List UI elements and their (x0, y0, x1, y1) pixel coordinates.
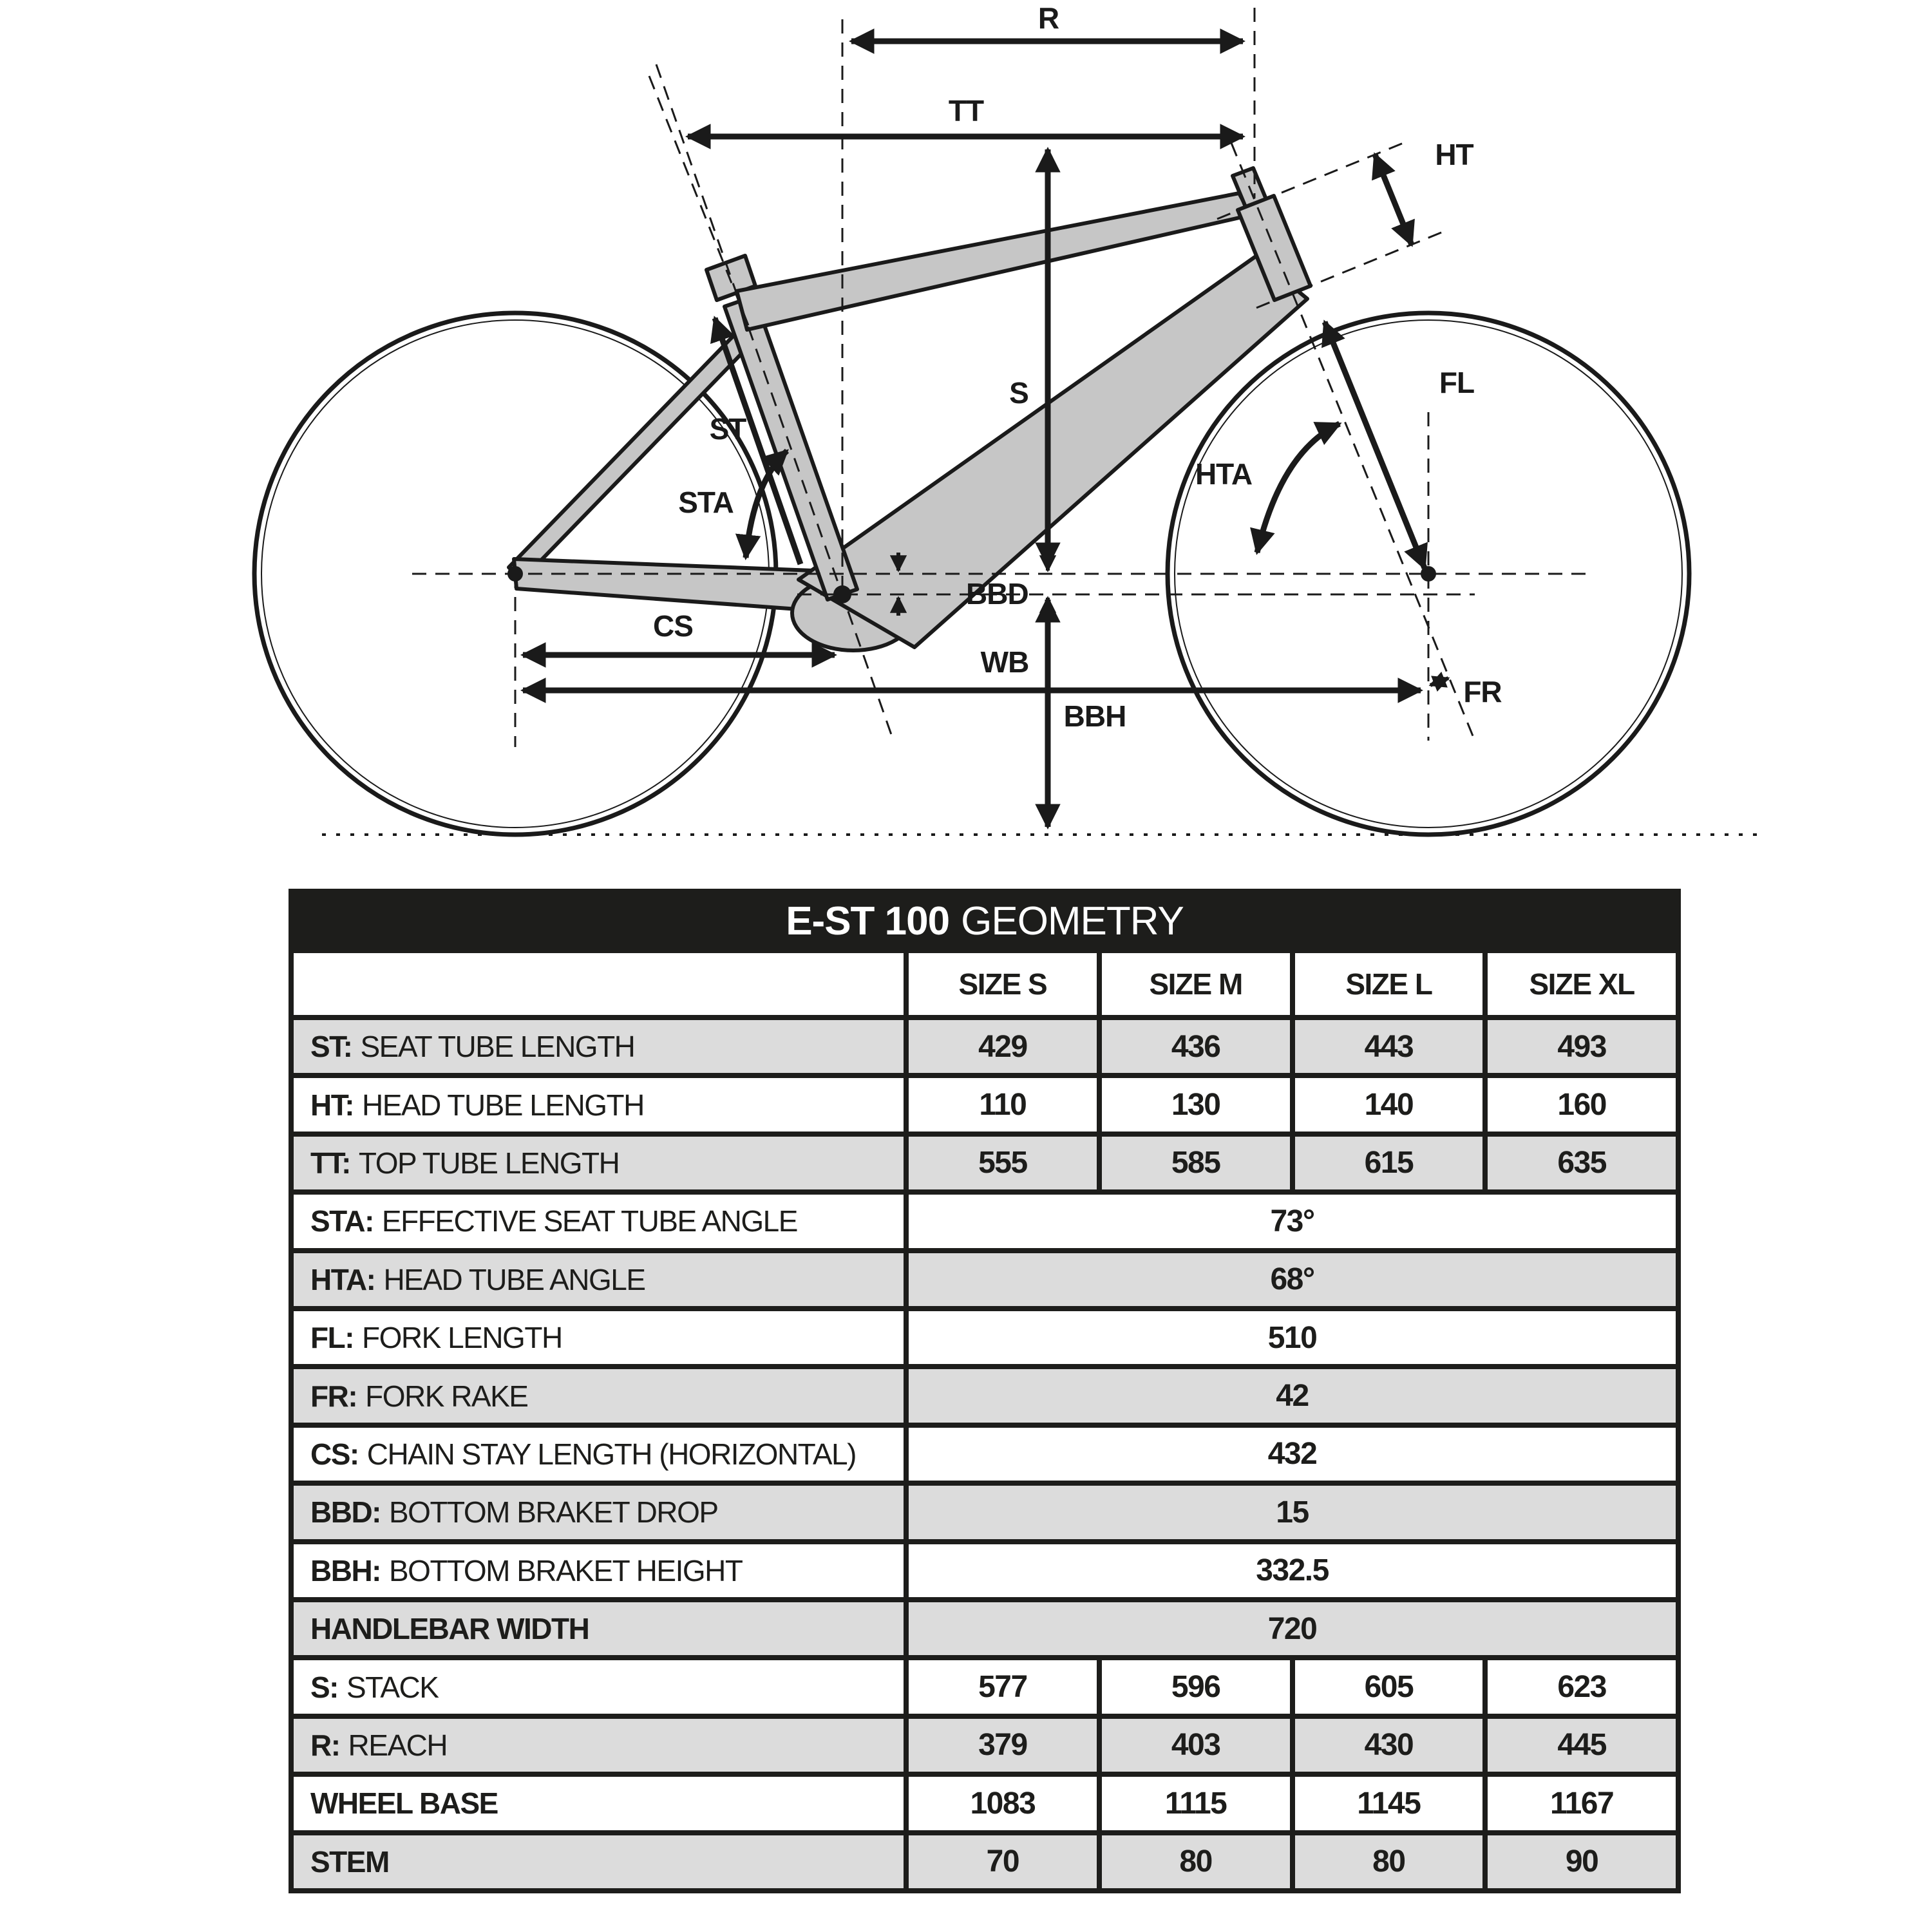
row-label: HEAD TUBE ANGLE (383, 1262, 645, 1296)
label-wheel-base: WB (980, 645, 1029, 679)
cell-st-m: 436 (1102, 1020, 1290, 1073)
label-fork-length: FL (1439, 366, 1475, 399)
head-tube-arrow (1375, 155, 1412, 245)
table-title-rest: GEOMETRY (961, 898, 1184, 943)
cell-stack-xl: 623 (1488, 1660, 1676, 1713)
row-label: STEM (310, 1844, 389, 1879)
cell-tt-m: 585 (1102, 1137, 1290, 1189)
label-top-tube: TT (948, 94, 984, 128)
cell-wb-xl: 1167 (1488, 1777, 1676, 1830)
row-head-tube-length (294, 1078, 904, 1131)
label-head-tube: HT (1435, 138, 1473, 171)
row-abbr: STA: (310, 1204, 374, 1238)
cell-reach-xl: 445 (1488, 1719, 1676, 1772)
column-header-size-m: SIZE M (1102, 953, 1290, 1015)
head-angle-arc (1257, 424, 1340, 553)
cell-wb-s: 1083 (909, 1777, 1097, 1830)
bottom-bracket-dot (833, 585, 851, 603)
cell-cs-all: 432 (909, 1428, 1676, 1481)
cell-tt-xl: 635 (1488, 1137, 1676, 1189)
cell-wb-l: 1145 (1295, 1777, 1483, 1830)
frame (509, 168, 1311, 650)
cell-sta-all: 73° (909, 1195, 1676, 1247)
row-label: HANDLEBAR WIDTH (310, 1612, 589, 1646)
cell-tt-s: 555 (909, 1137, 1097, 1189)
cell-stem-l: 80 (1295, 1835, 1483, 1888)
label-chain-stay: CS (653, 609, 693, 643)
cell-bbd-all: 15 (909, 1486, 1676, 1539)
row-handlebar-width (294, 1602, 904, 1655)
seat-stay (509, 328, 753, 580)
row-bottom-bracket-height (294, 1544, 904, 1597)
cell-stem-s: 70 (909, 1835, 1097, 1888)
row-label: FORK LENGTH (362, 1321, 562, 1355)
row-label: SEAT TUBE LENGTH (360, 1030, 635, 1064)
row-label: BOTTOM BRAKET HEIGHT (388, 1553, 743, 1587)
row-abbr: FL: (310, 1321, 354, 1355)
row-abbr: BBH: (310, 1553, 381, 1587)
corner-cell (294, 953, 904, 1015)
cell-fl-all: 510 (909, 1311, 1676, 1364)
geometry-spec-table (289, 889, 1681, 1893)
row-abbr: BBD: (310, 1495, 381, 1530)
label-reach: R (1037, 1, 1059, 35)
cell-ht-m: 130 (1102, 1078, 1290, 1131)
cell-fr-all: 42 (909, 1369, 1676, 1422)
row-stack (294, 1660, 904, 1713)
row-label: STACK (346, 1670, 439, 1704)
bike-geometry-diagram (0, 0, 1932, 889)
cell-bbh-all: 332.5 (909, 1544, 1676, 1597)
row-abbr: FR: (310, 1379, 357, 1413)
row-label: REACH (348, 1728, 448, 1762)
row-abbr: CS: (310, 1437, 359, 1471)
row-seat-tube-length (294, 1020, 904, 1073)
column-header-size-l: SIZE L (1295, 953, 1483, 1015)
cell-st-xl: 493 (1488, 1020, 1676, 1073)
row-seat-tube-angle (294, 1195, 904, 1247)
row-wheel-base (294, 1777, 904, 1830)
fork-length-arrow (1325, 322, 1425, 568)
table-title-model: E-ST 100 (786, 898, 950, 943)
fork-rake-arrow (1430, 678, 1448, 685)
cell-reach-l: 430 (1295, 1719, 1483, 1772)
cell-stack-m: 596 (1102, 1660, 1290, 1713)
rear-hub-dot (507, 566, 523, 582)
cell-stack-s: 577 (909, 1660, 1097, 1713)
cell-tt-l: 615 (1295, 1137, 1483, 1189)
top-tube (737, 193, 1251, 330)
label-head-angle: HTA (1195, 457, 1253, 491)
chain-stay (514, 559, 815, 611)
row-label: BOTTOM BRAKET DROP (388, 1495, 718, 1530)
row-label: TOP TUBE LENGTH (358, 1146, 620, 1180)
row-chain-stay-length (294, 1428, 904, 1481)
label-seat-tube: ST (709, 412, 746, 446)
cell-reach-s: 379 (909, 1719, 1097, 1772)
row-abbr: R: (310, 1728, 340, 1762)
label-seat-angle: STA (678, 486, 734, 519)
label-bb-height: BBH (1063, 699, 1126, 733)
row-stem (294, 1835, 904, 1888)
row-fork-rake (294, 1369, 904, 1422)
column-header-size-s: SIZE S (909, 953, 1097, 1015)
label-fork-rake: FR (1463, 675, 1502, 708)
row-label: FORK RAKE (365, 1379, 528, 1413)
row-label: CHAIN STAY LENGTH (HORIZONTAL) (366, 1437, 856, 1471)
cell-st-l: 443 (1295, 1020, 1483, 1073)
row-abbr: HTA: (310, 1262, 375, 1296)
row-label: WHEEL BASE (310, 1786, 498, 1821)
row-abbr: TT: (310, 1146, 350, 1180)
cell-stem-m: 80 (1102, 1835, 1290, 1888)
cell-handlebar-all: 720 (909, 1602, 1676, 1655)
cell-reach-m: 403 (1102, 1719, 1290, 1772)
steering-axis (1231, 143, 1475, 741)
cell-ht-xl: 160 (1488, 1078, 1676, 1131)
row-fork-length (294, 1311, 904, 1364)
row-abbr: HT: (310, 1088, 354, 1122)
row-abbr: S: (310, 1670, 338, 1704)
column-header-size-xl: SIZE XL (1488, 953, 1676, 1015)
row-reach (294, 1719, 904, 1772)
row-label: HEAD TUBE LENGTH (362, 1088, 644, 1122)
cell-stem-xl: 90 (1488, 1835, 1676, 1888)
cell-ht-s: 110 (909, 1078, 1097, 1131)
row-abbr: ST: (310, 1030, 352, 1064)
cell-wb-m: 1115 (1102, 1777, 1290, 1830)
cell-st-s: 429 (909, 1020, 1097, 1073)
table-title (294, 894, 1676, 948)
row-label: EFFECTIVE SEAT TUBE ANGLE (381, 1204, 797, 1238)
label-stack: S (1009, 376, 1028, 410)
cell-stack-l: 605 (1295, 1660, 1483, 1713)
cell-hta-all: 68° (909, 1253, 1676, 1306)
down-tube-battery (799, 256, 1307, 647)
row-top-tube-length (294, 1137, 904, 1189)
row-bottom-bracket-drop (294, 1486, 904, 1539)
label-bb-drop: BBD (966, 577, 1028, 611)
row-head-tube-angle (294, 1253, 904, 1306)
cell-ht-l: 140 (1295, 1078, 1483, 1131)
